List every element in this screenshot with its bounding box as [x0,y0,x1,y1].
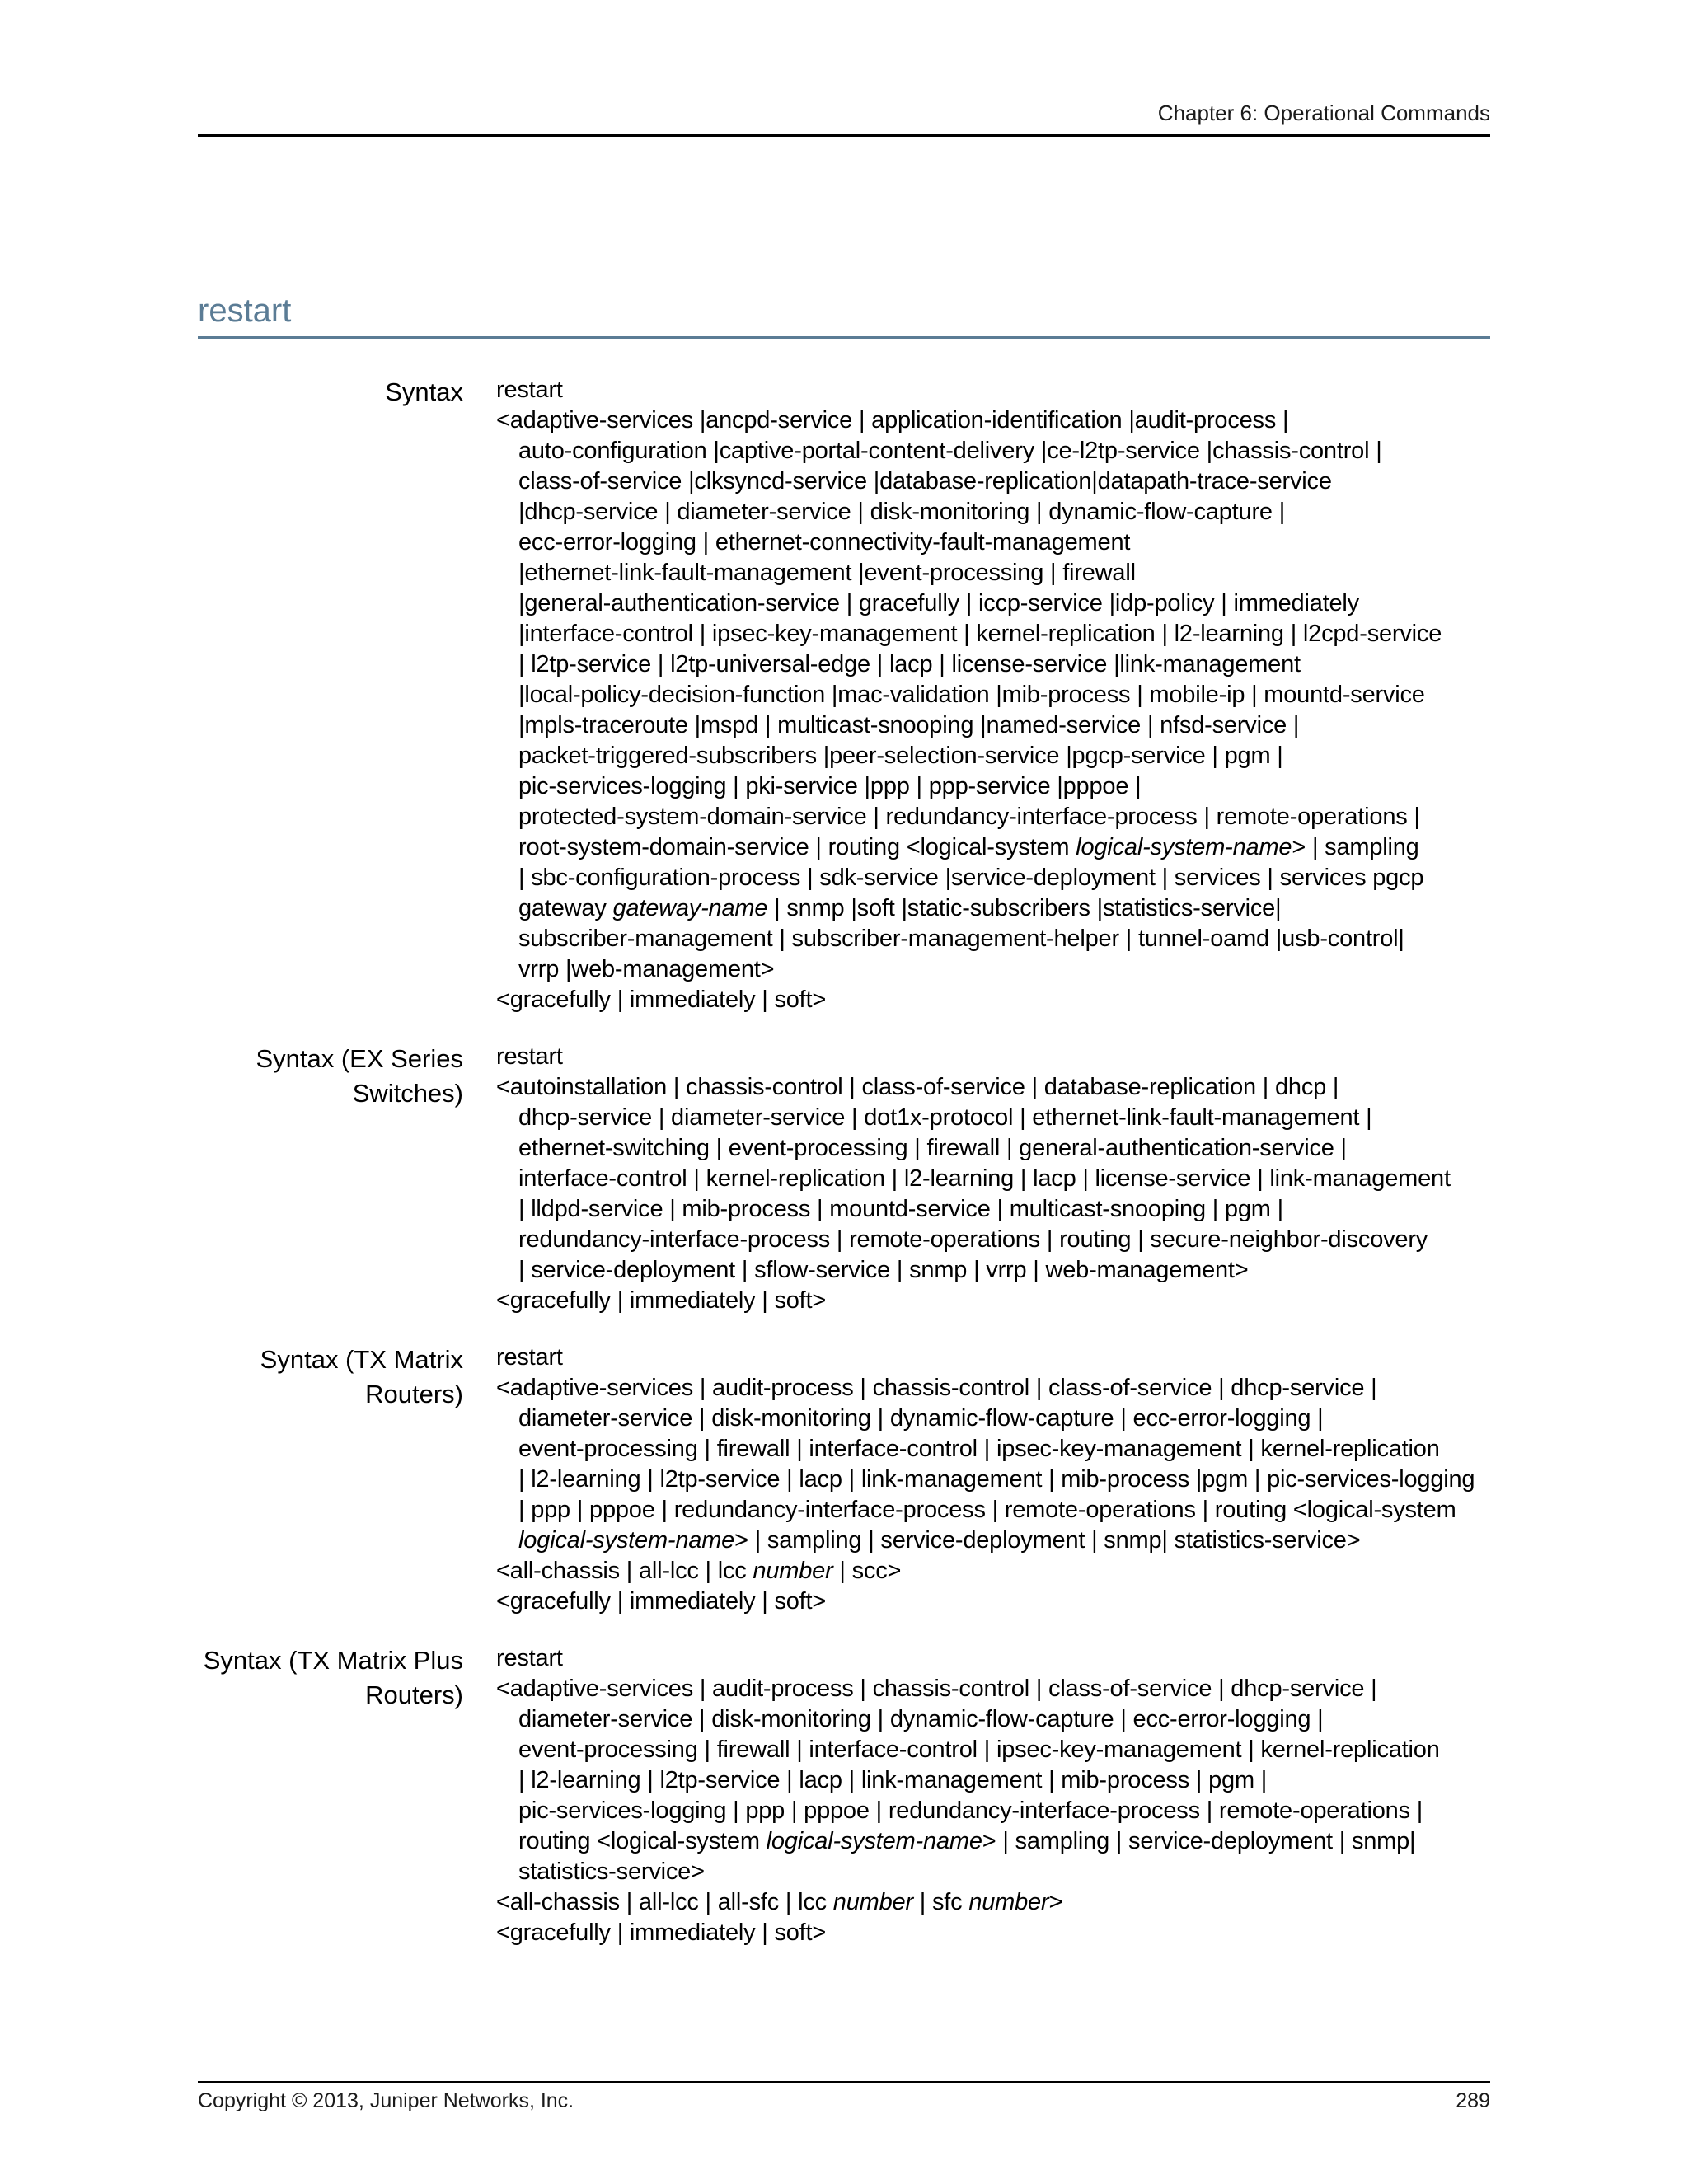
syntax-line [496,1887,1490,1918]
syntax-text: restart [496,1645,563,1671]
syntax-line [496,710,1490,741]
syntax-text: |general-authentication-service | gracefully | iccp-service |idp-policy | immediately [518,590,1359,616]
syntax-line [496,1586,1490,1617]
syntax-block [496,1343,1490,1617]
syntax-text: | ppp | pppoe | redundancy-interface-process | remote-operations | routing <logical-system [518,1497,1456,1523]
syntax-line [496,741,1490,771]
syntax-text: root-system-domain-service | routing <logical-system [518,834,1076,860]
syntax-text: <adaptive-services | audit-process | chassis-control | class-of-service | dhcp-service | [496,1675,1377,1702]
header-divider [198,134,1490,137]
section-label [198,1643,463,1713]
syntax-line [496,649,1490,680]
syntax-line [496,1857,1490,1887]
syntax-variable: number [753,1558,833,1584]
syntax-line [496,1343,1490,1373]
syntax-text: subscriber-management | subscriber-management-helper | tunnel-oamd |usb-control| [518,926,1404,952]
syntax-text: interface-control | kernel-replication | l2-learning | lacp | license-service | link-management [518,1165,1451,1192]
syntax-line [496,1826,1490,1857]
syntax-text: event-processing | firewall | interface-control | ipsec-key-management | kernel-replication [518,1736,1440,1763]
syntax-variable: logical-system-name [766,1828,982,1854]
syntax-line [496,436,1490,466]
syntax-line [496,1255,1490,1286]
syntax-section [198,1042,1490,1316]
syntax-line [496,619,1490,649]
syntax-text: | service-deployment | sflow-service | snmp | vrrp | web-management> [518,1257,1249,1283]
syntax-text: |dhcp-service | diameter-service | disk-monitoring | dynamic-flow-capture | [518,499,1286,525]
syntax-line [496,1373,1490,1404]
syntax-line [496,375,1490,405]
syntax-text: ecc-error-logging | ethernet-connectivity-fault-management [518,529,1131,555]
syntax-line [496,1556,1490,1586]
syntax-text: <all-chassis | all-lcc | lcc [496,1558,753,1584]
syntax-line [496,1164,1490,1194]
syntax-variable: number [968,1889,1049,1915]
syntax-line [496,1434,1490,1465]
syntax-line [496,1286,1490,1316]
section-label-line: Syntax [385,377,463,406]
syntax-text: <all-chassis | all-lcc | all-sfc | lcc [496,1889,833,1915]
syntax-variable: gateway-name [612,895,768,921]
syntax-text: <gracefully | immediately | soft> [496,1919,827,1946]
syntax-block [496,1643,1490,1948]
syntax-text: | scc> [832,1558,902,1584]
syntax-line [496,1103,1490,1133]
syntax-line [496,1704,1490,1735]
syntax-text: <gracefully | immediately | soft> [496,987,827,1013]
syntax-section [198,1643,1490,1948]
syntax-text: <autoinstallation | chassis-control | class-of-service | database-replication | dhcp | [496,1074,1339,1100]
syntax-line [496,1072,1490,1103]
syntax-line [496,1404,1490,1434]
syntax-line [496,1465,1490,1495]
syntax-text: restart [496,1043,563,1070]
syntax-line [496,1133,1490,1164]
syntax-line [496,1765,1490,1796]
syntax-line [496,985,1490,1015]
syntax-text: | sbc-configuration-process | sdk-service |service-deployment | services | services pgcp [518,865,1424,891]
syntax-line [496,954,1490,985]
section-label [198,1042,463,1111]
syntax-text: ethernet-switching | event-processing | firewall | general-authentication-service | [518,1135,1347,1161]
syntax-line [496,1042,1490,1072]
syntax-section [198,1343,1490,1617]
syntax-text: | lldpd-service | mib-process | mountd-service | multicast-snooping | pgm | [518,1196,1283,1222]
syntax-variable: number [832,1889,913,1915]
syntax-line [496,680,1490,710]
syntax-line [496,832,1490,863]
syntax-text: |ethernet-link-fault-management |event-processing | firewall [518,560,1136,586]
syntax-text: <adaptive-services | audit-process | chassis-control | class-of-service | dhcp-service | [496,1375,1377,1401]
section-label-line: Switches) [352,1079,463,1108]
syntax-variable: logical-system-name [1076,834,1292,860]
page-number: 289 [1456,2089,1490,2112]
syntax-text: packet-triggered-subscribers |peer-selection-service |pgcp-service | pgm | [518,743,1283,769]
syntax-variable: logical-system-name [518,1527,735,1554]
syntax-text: pic-services-logging | ppp | pppoe | redundancy-interface-process | remote-operations | [518,1797,1423,1824]
syntax-text: |local-policy-decision-function |mac-validation |mib-process | mobile-ip | mountd-service [518,682,1425,708]
syntax-text: |mpls-traceroute |mspd | multicast-snooping |named-service | nfsd-service | [518,712,1300,738]
syntax-text: statistics-service> [518,1858,705,1885]
syntax-line [496,1495,1490,1526]
section-label-line: Routers) [365,1680,463,1709]
section-label-line: Syntax (TX Matrix [260,1345,463,1374]
syntax-block [496,375,1490,1015]
syntax-line [496,1225,1490,1255]
section-label-line: Routers) [365,1380,463,1408]
syntax-line [496,1526,1490,1556]
syntax-line [496,527,1490,558]
syntax-text: event-processing | firewall | interface-control | ipsec-key-management | kernel-replication [518,1436,1440,1462]
syntax-text: | snmp |soft |static-subscribers |statistics-service| [767,895,1282,921]
syntax-line [496,1735,1490,1765]
syntax-line [496,497,1490,527]
syntax-text: <gracefully | immediately | soft> [496,1588,827,1615]
syntax-text: protected-system-domain-service | redundancy-interface-process | remote-operations | [518,804,1420,830]
syntax-text: restart [496,377,563,403]
syntax-line [496,1674,1490,1704]
chapter-header: Chapter 6: Operational Commands [1157,101,1490,125]
syntax-line [496,863,1490,893]
syntax-line [496,466,1490,497]
syntax-section [198,375,1490,1015]
section-label-line: Syntax (TX Matrix Plus [203,1646,463,1675]
syntax-text: | l2tp-service | l2tp-universal-edge | lacp | license-service |link-management [518,651,1301,677]
syntax-line [496,558,1490,588]
syntax-line [496,893,1490,924]
syntax-text: gateway [518,895,613,921]
syntax-line [496,1194,1490,1225]
syntax-text: redundancy-interface-process | remote-operations | routing | secure-neighbor-discovery [518,1226,1428,1253]
syntax-text: pic-services-logging | pki-service |ppp | ppp-service |pppoe | [518,773,1142,799]
syntax-text: diameter-service | disk-monitoring | dynamic-flow-capture | ecc-error-logging | [518,1405,1324,1432]
syntax-text: |interface-control | ipsec-key-management | kernel-replication | l2-learning | l2cpd-service [518,621,1442,647]
title-divider [198,336,1490,339]
footer-copyright: Copyright © 2013, Juniper Networks, Inc. [198,2089,574,2112]
syntax-line [496,588,1490,619]
syntax-line [496,771,1490,802]
syntax-text: | sfc [912,1889,969,1915]
syntax-line [496,405,1490,436]
syntax-line [496,924,1490,954]
syntax-text: restart [496,1344,563,1371]
syntax-text: > | sampling | service-deployment | snmp| statistics-service> [734,1527,1361,1554]
syntax-line [496,1643,1490,1674]
syntax-text: > | sampling | service-deployment | snmp| [982,1828,1416,1854]
syntax-text: <gracefully | immediately | soft> [496,1287,827,1314]
syntax-text: | l2-learning | l2tp-service | lacp | link-management | mib-process | pgm | [518,1767,1268,1793]
syntax-text: | l2-learning | l2tp-service | lacp | link-management | mib-process |pgm | pic-services-logging [518,1466,1475,1493]
syntax-line [496,1796,1490,1826]
syntax-text: <adaptive-services |ancpd-service | application-identification |audit-process | [496,407,1289,434]
syntax-text: > | sampling [1292,834,1419,860]
syntax-text: routing <logical-system [518,1828,767,1854]
syntax-line [496,802,1490,832]
syntax-text: auto-configuration |captive-portal-content-delivery |ce-l2tp-service |chassis-control | [518,438,1382,464]
syntax-block [496,1042,1490,1316]
syntax-sections [198,375,1490,1948]
syntax-line [496,1918,1490,1948]
syntax-text: vrrp |web-management> [518,956,775,982]
footer-divider [198,2081,1490,2083]
section-label-line: Syntax (EX Series [256,1044,463,1073]
syntax-text: > [1048,1889,1063,1915]
page-title: restart [198,293,292,329]
syntax-text: class-of-service |clksyncd-service |database-replication|datapath-trace-service [518,468,1332,494]
syntax-text: dhcp-service | diameter-service | dot1x-protocol | ethernet-link-fault-management | [518,1104,1372,1131]
section-label [198,375,463,410]
syntax-text: diameter-service | disk-monitoring | dynamic-flow-capture | ecc-error-logging | [518,1706,1324,1732]
section-label [198,1343,463,1412]
